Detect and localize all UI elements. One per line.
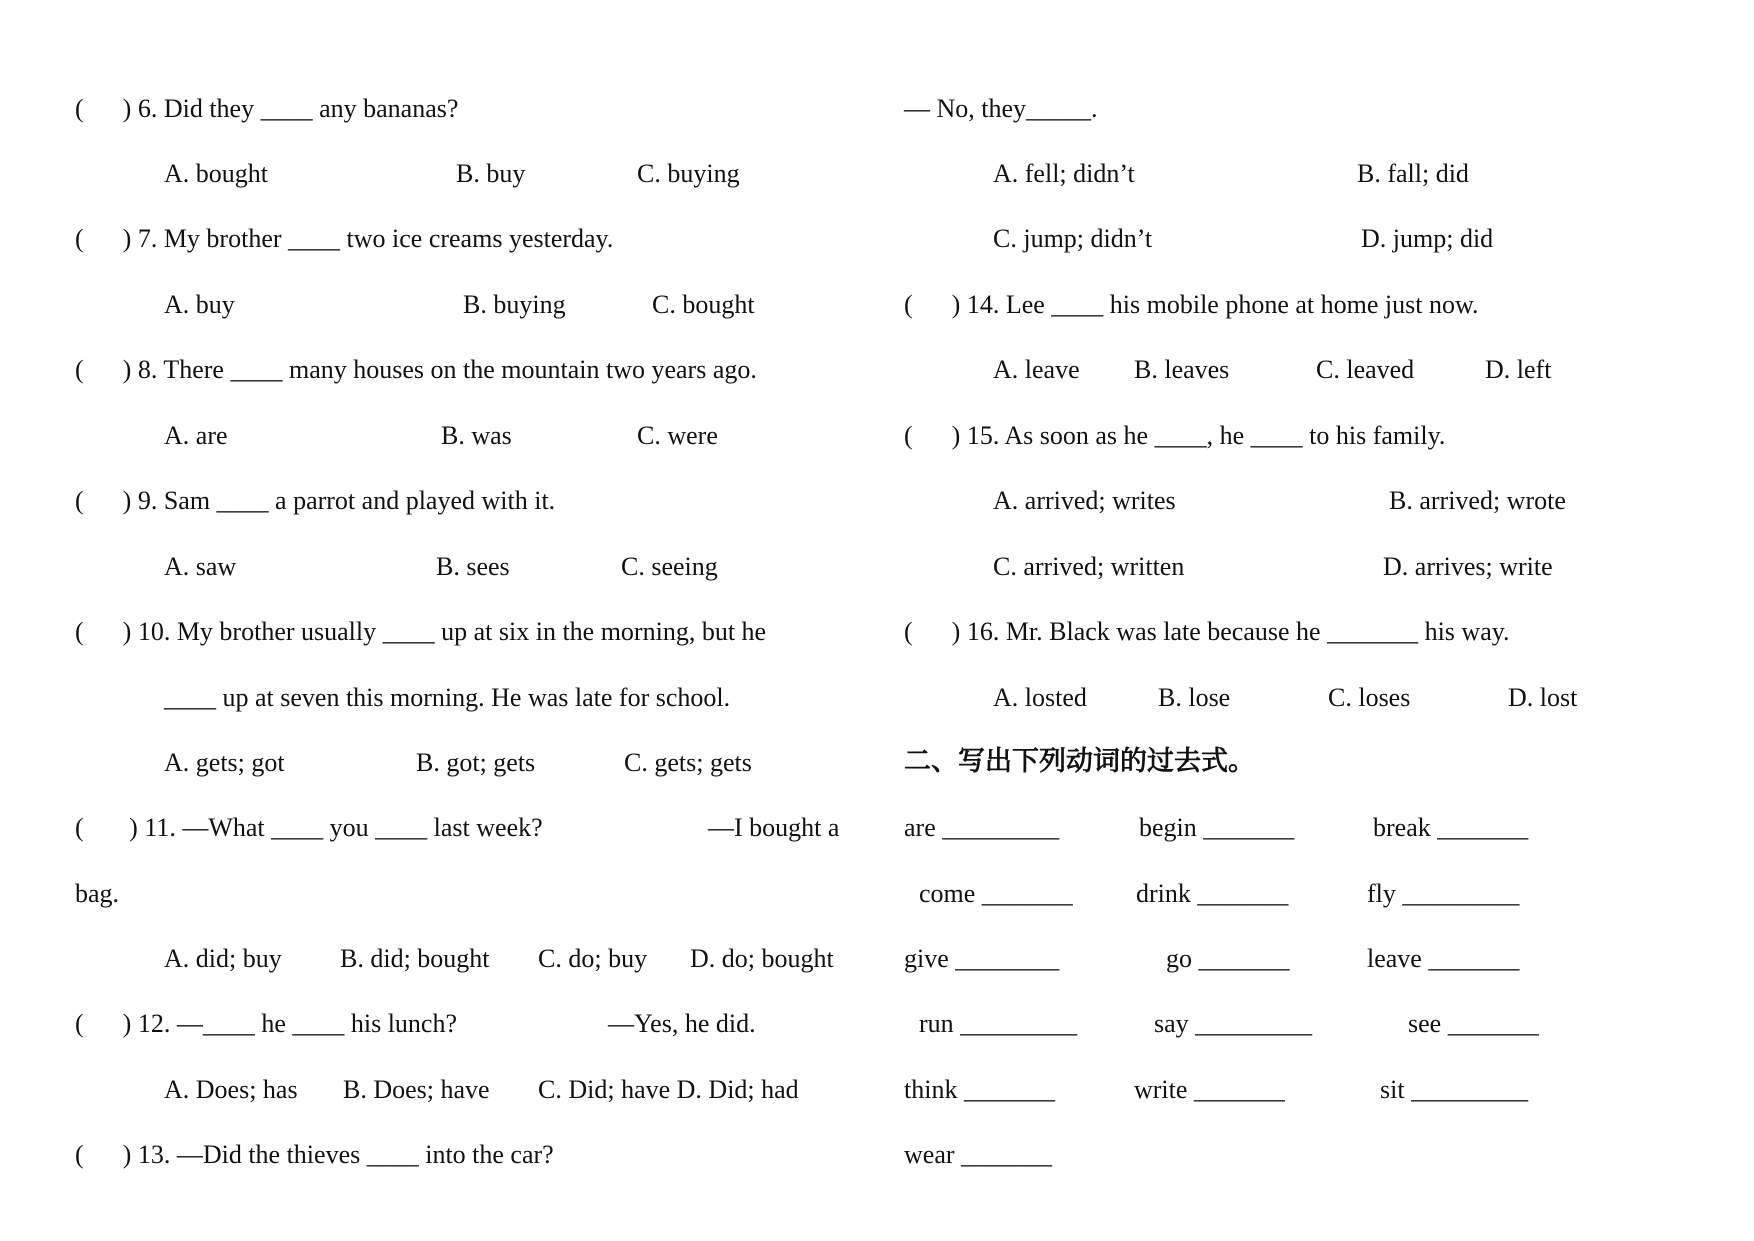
q6-option-b: B. buy (456, 159, 526, 188)
verb-blank-sit: sit _________ (1380, 1075, 1529, 1104)
verb-blank-are: are _________ (904, 813, 1060, 842)
q7-option-b: B. buying (463, 290, 566, 319)
q9-option-c: C. seeing (621, 552, 718, 581)
q11-stem: ( ) 11. —What ____ you ____ last week? (75, 813, 543, 842)
verb-blank-break: break _______ (1373, 813, 1529, 842)
verb-blank-go: go _______ (1166, 944, 1290, 973)
q15-option-b: B. arrived; wrote (1389, 486, 1566, 515)
verb-blank-wear: wear _______ (904, 1140, 1053, 1169)
q6-option-c: C. buying (637, 159, 740, 188)
q11-stem-continuation: bag. (75, 879, 120, 908)
section-2-heading: 二、写出下列动词的过去式。 (904, 746, 1255, 777)
q13-option-b: B. fall; did (1357, 159, 1469, 188)
q10-option-b: B. got; gets (416, 748, 536, 777)
q16-stem: ( ) 16. Mr. Black was late because he _______ his way. (904, 617, 1510, 646)
q13-stem: ( ) 13. —Did the thieves ____ into the car? (75, 1140, 554, 1169)
verb-blank-think: think _______ (904, 1075, 1055, 1104)
q14-option-d: D. left (1485, 355, 1552, 384)
q10-option-c: C. gets; gets (624, 748, 752, 777)
q7-stem: ( ) 7. My brother ____ two ice creams yesterday. (75, 224, 614, 253)
q14-option-b: B. leaves (1134, 355, 1230, 384)
q10-stem-continuation: ____ up at seven this morning. He was late for school. (164, 683, 731, 712)
q9-option-a: A. saw (164, 552, 237, 581)
q10-option-a: A. gets; got (164, 748, 285, 777)
q6-option-a: A. bought (164, 159, 268, 188)
q16-option-b: B. lose (1158, 683, 1231, 712)
verb-blank-say: say _________ (1154, 1009, 1313, 1038)
q15-option-a: A. arrived; writes (993, 486, 1176, 515)
q12-stem: ( ) 12. —____ he ____ his lunch? (75, 1009, 458, 1038)
q12-option-c: C. Did; have D. Did; had (538, 1075, 799, 1104)
q13-answer-line: — No, they_____. (904, 94, 1098, 123)
q15-stem: ( ) 15. As soon as he ____, he ____ to his family. (904, 421, 1446, 450)
q8-option-a: A. are (164, 421, 228, 450)
q15-option-c: C. arrived; written (993, 552, 1185, 581)
q7-option-a: A. buy (164, 290, 235, 319)
verb-blank-see: see _______ (1408, 1009, 1539, 1038)
q14-option-a: A. leave (993, 355, 1080, 384)
q8-option-c: C. were (637, 421, 718, 450)
q15-option-d: D. arrives; write (1383, 552, 1553, 581)
q11-option-d: D. do; bought (690, 944, 834, 973)
q16-option-c: C. loses (1328, 683, 1411, 712)
q11-option-b: B. did; bought (340, 944, 490, 973)
q11-option-c: C. do; buy (538, 944, 648, 973)
q9-stem: ( ) 9. Sam ____ a parrot and played with it. (75, 486, 556, 515)
q12-answer-prompt: —Yes, he did. (608, 1009, 756, 1038)
verb-blank-run: run _________ (919, 1009, 1078, 1038)
q9-option-b: B. sees (436, 552, 510, 581)
verb-blank-drink: drink _______ (1136, 879, 1289, 908)
verb-blank-give: give ________ (904, 944, 1060, 973)
verb-blank-begin: begin _______ (1139, 813, 1295, 842)
verb-blank-fly: fly _________ (1367, 879, 1520, 908)
q8-stem: ( ) 8. There ____ many houses on the mountain two years ago. (75, 355, 757, 384)
q12-option-b: B. Does; have (343, 1075, 490, 1104)
q13-option-a: A. fell; didn’t (993, 159, 1135, 188)
q16-option-d: D. lost (1508, 683, 1578, 712)
verb-blank-leave: leave _______ (1367, 944, 1520, 973)
q12-option-a: A. Does; has (164, 1075, 298, 1104)
q8-option-b: B. was (441, 421, 512, 450)
q14-option-c: C. leaved (1316, 355, 1415, 384)
q6-stem: ( ) 6. Did they ____ any bananas? (75, 94, 459, 123)
q14-stem: ( ) 14. Lee ____ his mobile phone at home just now. (904, 290, 1479, 319)
q7-option-c: C. bought (652, 290, 755, 319)
q11-option-a: A. did; buy (164, 944, 282, 973)
q13-option-d: D. jump; did (1361, 224, 1494, 253)
q11-answer-prompt: —I bought a (708, 813, 840, 842)
q10-stem: ( ) 10. My brother usually ____ up at six in the morning, but he (75, 617, 767, 646)
verb-blank-come: come _______ (919, 879, 1073, 908)
q16-option-a: A. losted (993, 683, 1087, 712)
q13-option-c: C. jump; didn’t (993, 224, 1153, 253)
verb-blank-write: write _______ (1134, 1075, 1285, 1104)
